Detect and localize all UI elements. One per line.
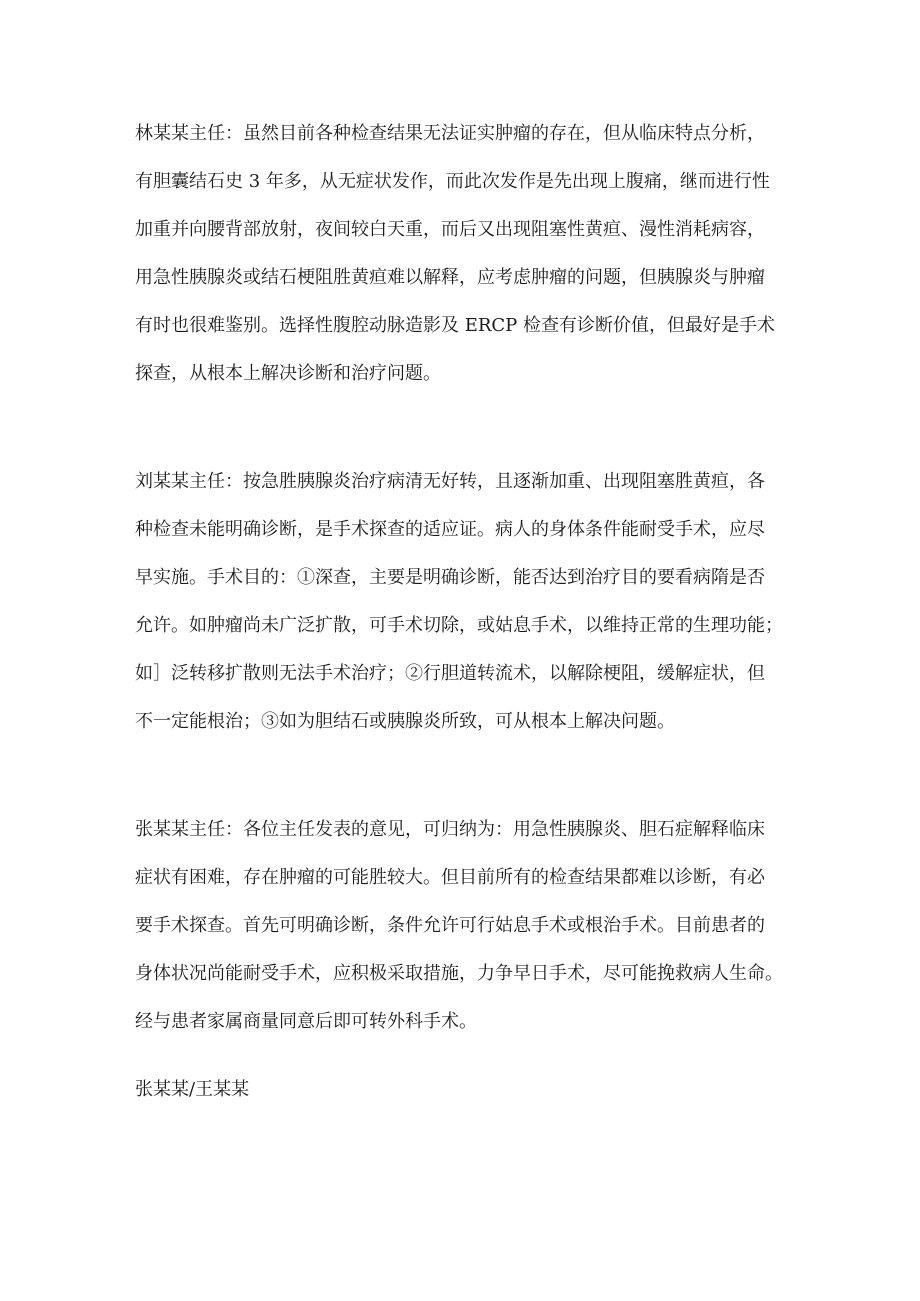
text-line: 刘某某主任：按急胜胰腺炎治疗病清无好转，且逐渐加重、出现阻塞胜黄疸，各 <box>135 471 765 492</box>
text-line: 不一定能根治；③如为胆结石或胰腺炎所致，可从根本上解决问题。 <box>135 711 675 732</box>
signature-text: 张某某/王某某 <box>135 1079 250 1100</box>
opinion-paragraph-lin <box>135 110 795 398</box>
text-line: 要手术探查。首先可明确诊断，条件允许可行姑息手术或根治手术。目前患者的 <box>135 915 765 936</box>
text-line: 用急性胰腺炎或结石梗阻胜黄疸难以解释，应考虑肿瘤的问题，但胰腺炎与肿瘤 <box>135 267 765 288</box>
text-line: 身体状况尚能耐受手术，应积极采取措施，力争早日手术，尽可能挽救病人生命。 <box>135 963 783 984</box>
text-line: 早实施。手术目的：①深查，主要是明确诊断，能否达到治疗目的要看病隋是否 <box>135 567 765 588</box>
text-line: 种检查未能明确诊断，是手术探查的适应证。病人的身体条件能耐受手术，应尽 <box>135 519 765 540</box>
text-line: 如］泛转移扩散则无法手术治疗；②行胆道转流术，以解除梗阻，缓解症状，但 <box>135 663 765 684</box>
opinion-paragraph-zhang <box>135 806 795 1046</box>
text-line: 探查，从根本上解决诊断和治疗问题。 <box>135 363 441 384</box>
text-line: 允许。如肿瘤尚未广泛扩散，可手术切除，或姑息手术，以维持正常的生理功能； <box>135 615 783 636</box>
opinion-paragraph-liu <box>135 458 795 746</box>
text-line: 加重并向腰背部放射，夜间较白天重，而后又出现阻塞性黄疸、漫性消耗病容， <box>135 219 765 240</box>
text-line: 经与患者家属商量同意后即可转外科手术。 <box>135 1011 477 1032</box>
signature <box>135 1066 795 1114</box>
text-line: 林某某主任：虽然目前各种检查结果无法证实肿瘤的存在，但从临床特点分析， <box>135 123 765 144</box>
text-line: 症状有困难，存在肿瘤的可能胜较大。但目前所有的检查结果都难以诊断，有必 <box>135 867 765 888</box>
text-line: 有时也很难鉴别。选择性腹腔动脉造影及 ERCP 检查有诊断价值，但最好是手术 <box>135 315 776 336</box>
text-line: 张某某主任：各位主任发表的意见，可归纳为：用急性胰腺炎、胆石症解释临床 <box>135 819 765 840</box>
text-line: 有胆囊结石史 3 年多，从无症状发作，而此次发作是先出现上腹痛，继而进行性 <box>135 171 770 192</box>
